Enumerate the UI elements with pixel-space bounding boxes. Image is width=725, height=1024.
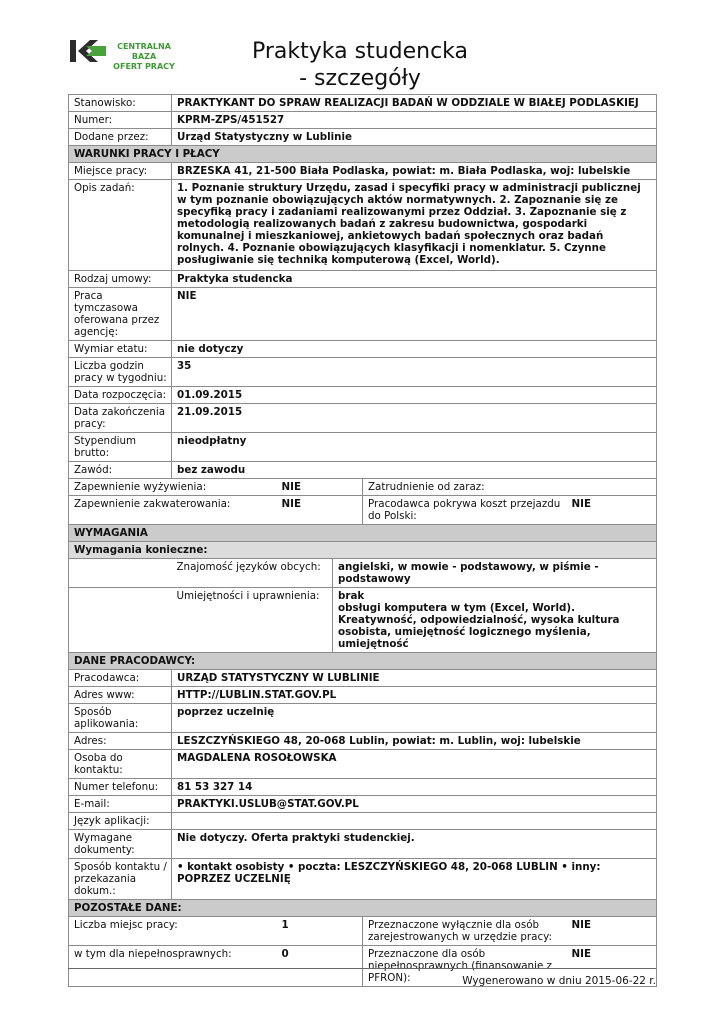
value-miejsca: 1: [277, 917, 363, 946]
row-dodane: [69, 129, 657, 146]
row-osoba: [69, 750, 657, 779]
row-stypendium: [69, 433, 657, 462]
value-dodane: Urząd Statystyczny w Lublinie: [172, 129, 657, 146]
label-osoba: Osoba do kontaktu:: [69, 750, 172, 779]
row-miejsca: [69, 917, 657, 946]
value-osoba: MAGDALENA ROSOŁOWSKA: [172, 750, 657, 779]
label-pracodawca: Pracodawca:: [69, 670, 172, 687]
section-title: WARUNKI PRACY I PŁACY: [69, 146, 657, 163]
value-jezyk: [172, 813, 657, 830]
row-jezyki: [69, 559, 657, 588]
umiejetnosci-line1: brak: [338, 590, 365, 602]
value-dokumenty: Nie dotyczy. Oferta praktyki studenckiej.: [172, 830, 657, 859]
value-www: HTTP://LUBLIN.STAT.GOV.PL: [172, 687, 657, 704]
label-miejsca: Liczba miejsc pracy:: [69, 917, 277, 946]
value-adres: LESZCZYŃSKIEGO 48, 20-068 Lublin, powiat: m. Lublin, woj: lubelskie: [172, 733, 657, 750]
page-header: [0, 0, 725, 95]
umiejetnosci-line2: obsługi komputera w tym (Excel, World).: [338, 602, 576, 614]
value-sposob: poprzez uczelnię: [172, 704, 657, 733]
row-telefon: [69, 779, 657, 796]
row-tymczasowa: [69, 288, 657, 341]
label-jezyk: Język aplikacji:: [69, 813, 172, 830]
value-wyzywienie: NIE: [277, 479, 363, 496]
section-pozostale: [69, 900, 657, 917]
label-miejsce: Miejsce pracy:: [69, 163, 172, 180]
row-rozpoczecie: [69, 387, 657, 404]
logo-line1: CENTRALNA BAZA: [117, 42, 171, 61]
row-adres: [69, 733, 657, 750]
label-opis: Opis zadań:: [69, 180, 172, 271]
value-godziny: 35: [172, 358, 657, 387]
empty-cell: [69, 588, 172, 653]
value-tymczasowa: NIE: [172, 288, 657, 341]
value-stypendium: nieodpłatny: [172, 433, 657, 462]
label-email: E-mail:: [69, 796, 172, 813]
row-miejsce: [69, 163, 657, 180]
value-opis: 1. Poznanie struktury Urzędu, zasad i specyfiki pracy w administracji publicznej w tym poznanie obowiązujących aktów normatywnych. 2. Zapoznanie się ze specyfiką pracy i zadaniami realizowanymi przez Oddział. 3. Zapoznanie się z metodologią realizowanych badań z zakresu budownictwa, gospodarki komunalnej i mieszkaniowej, ankietowych badań społecznych oraz badań rolnych. 4. Poznanie obowiązujących klasyfikacji i nomenklatur. 5. Czynne posługiwanie się techniką komputerową (Excel, World).: [172, 180, 657, 271]
value-niepelnosprawni: 0: [277, 946, 363, 987]
label-pfron: Przeznaczone dla osób niepełnosprawnych (finansowanie z PFRON):: [363, 946, 567, 987]
label-wylacznie: Przeznaczone wyłącznie dla osób zarejestrowanych w urzędzie pracy:: [363, 917, 567, 946]
row-zakonczenie: [69, 404, 657, 433]
label-zakwaterowanie: Zapewnienie zakwaterowania:: [69, 496, 277, 525]
label-wymiar: Wymiar etatu:: [69, 341, 172, 358]
value-jezyki: angielski, w mowie - podstawowy, w piśmie - podstawowy: [333, 559, 657, 588]
value-telefon: 81 53 327 14: [172, 779, 657, 796]
value-od-zaraz: [567, 479, 657, 496]
logo-text: [108, 42, 180, 72]
label-od-zaraz: Zatrudnienie od zaraz:: [363, 479, 567, 496]
value-email: PRAKTYKI.USLUB@STAT.GOV.PL: [172, 796, 657, 813]
row-email: [69, 796, 657, 813]
row-wymiar: [69, 341, 657, 358]
row-opis: [69, 180, 657, 271]
value-rodzaj: Praktyka studencka: [172, 271, 657, 288]
row-zawod: [69, 462, 657, 479]
subsection-title: Wymagania konieczne:: [69, 542, 657, 559]
value-wylacznie: NIE: [567, 917, 657, 946]
section-pracodawca: [69, 653, 657, 670]
value-kontakt: • kontakt osobisty • poczta: LESZCZYŃSKIEGO 48, 20-068 LUBLIN • inny: POPRZEZ UCZELNIĘ: [172, 859, 657, 900]
label-niepelnosprawni: w tym dla niepełnosprawnych:: [69, 946, 277, 987]
label-www: Adres www:: [69, 687, 172, 704]
row-numer: [69, 112, 657, 129]
value-pracodawca: URZĄD STATYSTYCZNY W LUBLINIE: [172, 670, 657, 687]
row-pracodawca: [69, 670, 657, 687]
row-kontakt: [69, 859, 657, 900]
value-zakonczenie: 21.09.2015: [172, 404, 657, 433]
label-rozpoczecie: Data rozpoczęcia:: [69, 387, 172, 404]
section-title: POZOSTAŁE DANE:: [69, 900, 657, 917]
label-zakonczenie: Data zakończenia pracy:: [69, 404, 172, 433]
label-wyzywienie: Zapewnienie wyżywienia:: [69, 479, 277, 496]
row-stanowisko: [69, 95, 657, 112]
generated-date: Wygenerowano w dniu 2015-06-22 r.: [462, 975, 656, 987]
logo-line2: OFERT PRACY: [113, 62, 175, 71]
label-przejazd: Pracodawca pokrywa koszt przejazdu do Polski:: [363, 496, 567, 525]
logo-mark-icon: [68, 38, 108, 64]
row-jezyk: [69, 813, 657, 830]
label-zawod: Zawód:: [69, 462, 172, 479]
value-numer: KPRM-ZPS/451527: [172, 112, 657, 129]
empty-cell: [69, 559, 172, 588]
label-stanowisko: Stanowisko:: [69, 95, 172, 112]
value-rozpoczecie: 01.09.2015: [172, 387, 657, 404]
row-www: [69, 687, 657, 704]
value-stanowisko: PRAKTYKANT DO SPRAW REALIZACJI BADAŃ W ODDZIALE W BIAŁEJ PODLASKIEJ: [172, 95, 657, 112]
label-rodzaj: Rodzaj umowy:: [69, 271, 172, 288]
section-wymagania: [69, 525, 657, 542]
value-zakwaterowanie: NIE: [277, 496, 363, 525]
value-umiejetnosci: [333, 588, 657, 653]
row-dokumenty: [69, 830, 657, 859]
umiejetnosci-line3: Kreatywność, odpowiedzialność, wysoka kultura osobista, umiejętność logicznego myślenia, umiejętność: [338, 614, 620, 650]
label-tymczasowa: Praca tymczasowa oferowana przez agencję:: [69, 288, 172, 341]
row-sposob: [69, 704, 657, 733]
row-rodzaj: [69, 271, 657, 288]
section-title: WYMAGANIA: [69, 525, 657, 542]
row-wyzywienie: [69, 479, 657, 496]
section-warunki: [69, 146, 657, 163]
value-miejsce: BRZESKA 41, 21-500 Biała Podlaska, powiat: m. Biała Podlaska, woj: lubelskie: [172, 163, 657, 180]
value-przejazd: NIE: [567, 496, 657, 525]
cbop-logo: [68, 38, 188, 71]
label-stypendium: Stypendium brutto:: [69, 433, 172, 462]
title-line2: - szczegóły: [299, 66, 421, 91]
label-kontakt: Sposób kontaktu / przekazania dokum.:: [69, 859, 172, 900]
value-pfron: NIE: [567, 946, 657, 987]
label-godziny: Liczba godzin pracy w tygodniu:: [69, 358, 172, 387]
value-zawod: bez zawodu: [172, 462, 657, 479]
row-umiejetnosci: [69, 588, 657, 653]
label-telefon: Numer telefonu:: [69, 779, 172, 796]
page-title: [200, 38, 520, 92]
label-adres: Adres:: [69, 733, 172, 750]
label-numer: Numer:: [69, 112, 172, 129]
label-dokumenty: Wymagane dokumenty:: [69, 830, 172, 859]
title-line1: Praktyka studencka: [251, 39, 469, 64]
subsection-konieczne: [69, 542, 657, 559]
section-title: DANE PRACODAWCY:: [69, 653, 657, 670]
offer-details-table: [68, 94, 657, 987]
footer-divider: [68, 968, 656, 969]
row-godziny: [69, 358, 657, 387]
value-wymiar: nie dotyczy: [172, 341, 657, 358]
label-jezyki: Znajomość języków obcych:: [172, 559, 333, 588]
row-zakwaterowanie: [69, 496, 657, 525]
label-dodane: Dodane przez:: [69, 129, 172, 146]
label-sposob: Sposób aplikowania:: [69, 704, 172, 733]
label-umiejetnosci: Umiejętności i uprawnienia:: [172, 588, 333, 653]
